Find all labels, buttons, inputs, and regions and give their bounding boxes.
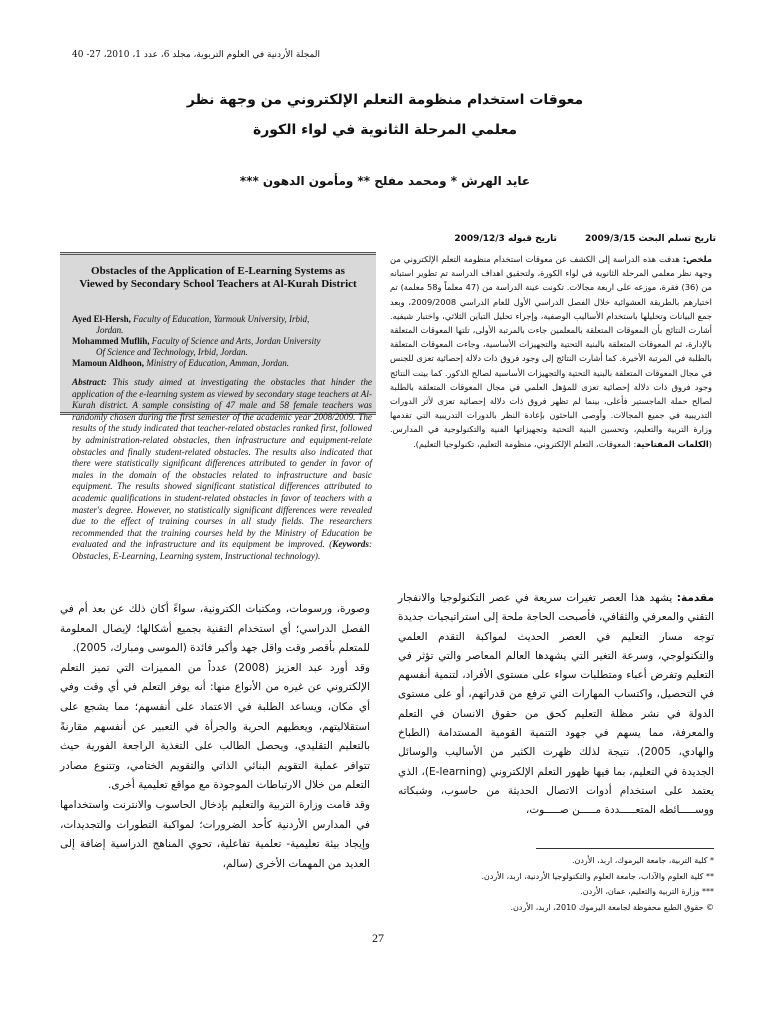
author-1-affiliation-cont: Jordan. [96,325,124,335]
introduction-text: يشهد هذا العصر تغيرات سريعة في عصر التكنولوجيا والانفجار التقني والمعرفي والثقافي، فأصبحت الحاجة ملحة إلى استراتيجيات جديدة توجه مسار التعليم في العصر الحديث لمواكبة التقدم العلمي والتكنولوجي، وسرعة التغير التي يشهدها العالم المعاصر والتي تؤثر في التعليم وتفرض أعباء ومتطلبات سواء على مستوى الأفراد، لتنمية أنفسهم في التحصيل، واكتساب المهارات التي ترفع من قدراتهم، أو على مستوى الدولة في نشر مظلة التعليم كحق من حقوق الانسان في التعلم والمعرفة، مما يسهم في جهود التنمية القومية المستدامة (الطباخ والهادي، 2005). نتيجة لذلك ظهرت الكثير من الأساليب والوسائل الجديدة في التعليم، بما فيها ظهور التعلم الإلكتروني (E-learning)، الذي يعتمد على استخدام أدوات الاتصال الحديثة من حاسوب، وشبكاته ووســـــائطه المتعـــــددة مـــــن صـــــوت، [398,592,714,817]
abstract-text: This study aimed at investigating the obstacles that hinder the application of the e-learning system as viewed by secondary stage teachers at Al-Kurah district. A sample consisting of 47 male and 58 female teachers was randomly chosen during the first semester of the academic year 2008/2009. The results of the study indicated that teacher-related obstacles ranked first, followed by administration-related obstacles, then infrastructure and equipment-relate obstacles and finally student-related obstacles. The results also indicated that there were statistically significant differences attributed to gender in favor of males in the domain of the obstacles related to infrastructure and basic equipment. The results showed significant statistical differences attributed to academic qualifications in student-related obstacles in favor of teachers with a master's degree. However, no statistically significant differences were revealed due to the effect of training courses in all study fields. The researchers recommended that the training courses held by the Ministry of Education be evaluated and the infrastructure and its equipment be improved. ( [72,377,372,550]
author-3-affiliation: Ministry of Education, Amman, Jordan. [146,358,290,368]
abstract-label: Abstract: [72,377,107,387]
arabic-keywords-label: الكلمات المفتاحية [636,438,709,449]
footnote-2: ** كلية العلوم والآداب، جامعة العلوم والتكنولوجيا الأردنية، اربد، الأردن. [481,871,714,881]
introduction-right-column [398,589,714,821]
author-1-affiliation: Faculty of Education, Yarmouk University, Irbid, [133,314,310,324]
arabic-keywords-text: : المعوقات، التعلم الإلكتروني، منظومة التعليم، تكنولوجيا التعليم). [413,438,637,449]
arabic-abstract [390,252,712,451]
keywords-label: Keywords [332,539,369,550]
submission-dates [388,234,716,244]
arabic-abstract-label: ملخص: [682,254,712,264]
received-date: تاريخ تسلم البحث 2009/3/15 [584,234,716,244]
author-2-affiliation: Faculty of Science and Arts, Jordan University [151,336,321,346]
footnote-copyright: © حقوق الطبع محفوظة لجامعة اليرموك 2010، اربد، الأردن. [510,902,714,912]
english-column [72,314,372,563]
authors-arabic: عايد الهرش * ومحمد مفلح ** ومأمون الدهون *** [239,174,531,188]
author-3-name: Mamoun Aldhoon, [72,358,145,368]
author-1 [72,314,372,336]
arabic-abstract-text: هدفت هذه الدراسة إلى الكشف عن معوقات استخدام منظومة التعلم الإلكتروني من وجهة نظر معلمي المرحلة الثانوية في لواء الكورة، ولتحقيق اهداف الدراسة تم تطوير استبانه من (36) فقرة، موزعه على اربعة مجالات. تكونت عينة الدراسة من (47 معلماً و58 معلمة) تم اختيارهم بالطريقة العشوائية خلال الفصل الدراسي الأول للعام الدراسي 2009/2008، وبعد جمع البيانات وتحليلها باستخدام الأساليب الوصفية، وإجراء تحليل التباين الثلاثي، واختبار شيفيه. أشارت النتائج بأن المعوقات المتعلقة بالمعلمين جاءت بالمرتبة الأولى، تلتها المعوقات المتعلقة بالإدارة، ثم المعوقات المتعلقة بالبنية التحتية والتجهيزات الأساسية، وجاءت المعوقات المتعلقة بالطلبة في المرتبة الأخيرة. كما أشارت النتائج إلى وجود فروق ذات دلالة إحصائية تعزى للجنس في مجال المعوقات المتعلقة بالبنية التحتية والتجهيزات الأساسية لصالح الذكور. كما بينت النتائج وجود فروق ذات دلالة إحصائية تعزى للمؤهل العلمي في مجال المعوقات المتعلقة بالطلبة لصالح حملة الماجستير فأعلى، بينما لم تظهر فروق ذات دلالة إحصائية تعزى لأثر الدورات التدريبية في جميع المجالات. وأوصى الباحثون بإعادة النظر بالدورات التدريبية التي تقدمها وزارة التربية والتعليم، وتحسين البنية التحتية وتجهيزاتها الفنية والتكنولوجية في المدارس. ( [390,254,712,449]
author-2 [72,336,372,358]
paragraph-3: وقد قامت وزارة التربية والتعليم بإدخال الحاسوب والانترنت واستخدامها في المدارس الأردنية كأحد الضرورات؛ لمواكبة التطورات والتجديدات، وإيجاد بيئة تعليمية- تعلمية تفاعلية، تحوي المناهج الدراسية إضافة إلى العديد من المهمات الأخرى (سالم، [60,798,370,870]
author-3 [72,358,372,369]
english-title: Obstacles of the Application of E-Learning Systems as Viewed by Secondary School Teachers at Al-Kurah District [79,265,357,290]
introduction-label: مقدمة: [676,592,714,604]
footnote-3: *** وزارة التربية والتعليم، عمان، الأردن. [580,887,714,896]
english-abstract [72,377,372,563]
paragraph-1: وصورة، ورسومات، ومكتبات الكترونية، سواءً أكان ذلك عن بعد أم في الفصل الدراسي؛ أي استخدام التقنية بجميع أشكالها؛ لإيصال المعلومة للمتعلم بأقصر وقت واقل جهد وأكبر فائدة (الموسى ومبارك، 2005). [60,603,370,655]
introduction-left-column [60,600,370,874]
article-title-line-1: معوقات استخدام منظومة التعلم الإلكتروني من وجهة نظر [186,92,584,108]
accepted-date: تاريخ قبوله 2009/12/3 [454,234,557,244]
footnotes [400,853,714,915]
author-2-name: Mohammed Muflih, [72,336,150,346]
journal-header: المجلة الأردنية في العلوم التربوية، مجلد 6، عدد 1، 2010، 27- 40 [72,50,320,60]
article-title-line-2: معلمي المرحلة الثانوية في لواء الكورة [252,122,518,138]
footnote-divider [536,848,714,849]
author-2-affiliation-cont: Of Science and Technology, Irbid, Jordan. [96,347,248,357]
paragraph-2: وقد أورد عبد العزيز (2008) عدداً من المميزات التي تميز التعلم الإلكتروني عن غيره من الأنواع منها: أنه يوفر التعلم في أي وقت وفي أي مكان، ويساعد الطلبة في الاعتماد على أنفسهم؛ مما يشجع على استقلاليتهم، ويعطيهم الحرية والجرأة في التعبير عن أنفسهم مقارنةً بالتعليم التقليدي، ويحصل الطالب على التغذية الراجعة الفورية حيث تتوافر عملية التقويم البنائي الذاتي والتقويم الختامي، وتتنوع مصادر التعلم من خلال الارتباطات الموجودة مع مواقع تعليمية أخرى. [60,661,370,792]
page-number: 27 [372,931,384,945]
keywords-text: : Obstacles, E-Learning, Learning system, Instructional technology). [72,539,372,561]
author-1-name: Ayed El-Hersh, [72,314,131,324]
footnote-1: * كلية التربية، جامعة اليرموك، اربد، الأردن. [571,856,714,865]
